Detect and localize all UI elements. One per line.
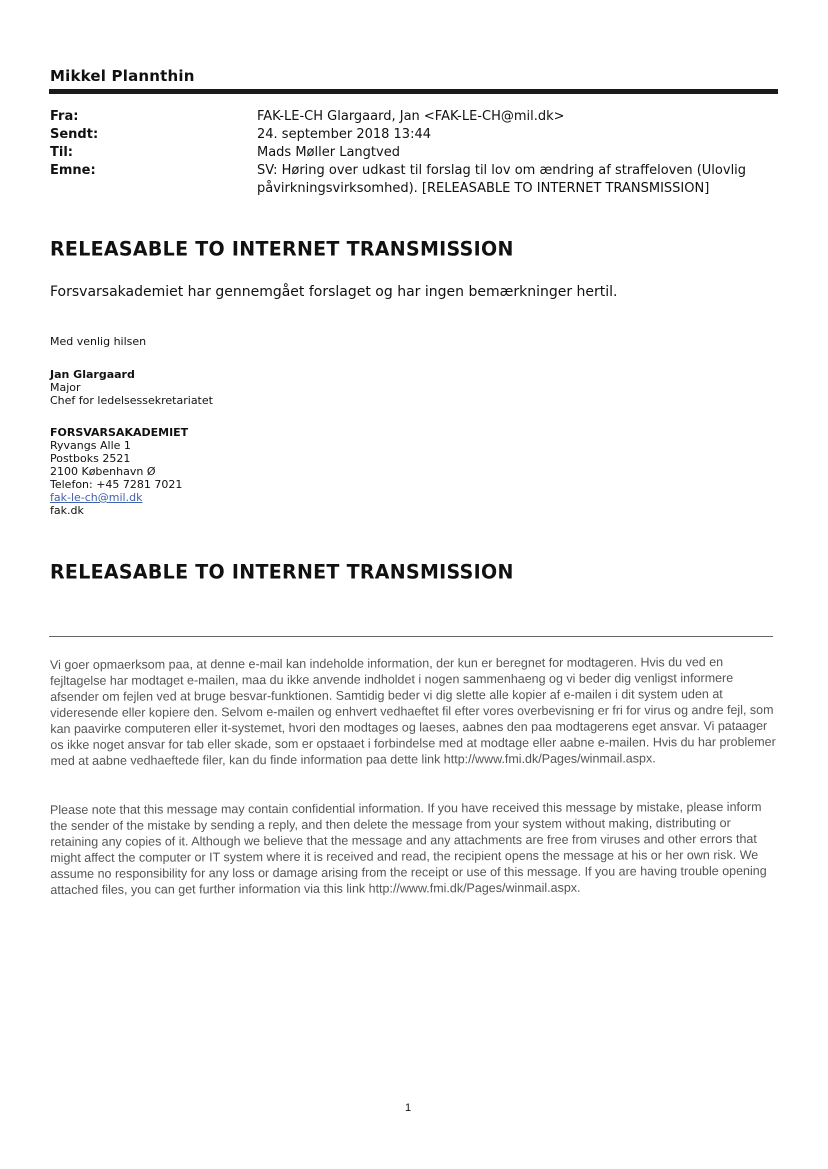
greeting: Med venlig hilsen: [50, 335, 147, 348]
organization-phone: Telefon: +45 7281 7021: [50, 478, 183, 491]
organization-website: fak.dk: [50, 504, 84, 517]
header-to: [50, 144, 770, 162]
organization-name: FORSVARSAKADEMIET: [50, 426, 189, 439]
email-headers: [50, 108, 770, 198]
header-value: 24. september 2018 13:44: [257, 127, 431, 142]
page-number: 1: [405, 1102, 412, 1114]
header-label: Fra:: [50, 109, 79, 124]
organization-street: Ryvangs Alle 1: [50, 439, 131, 452]
organization-city: 2100 København Ø: [50, 465, 156, 478]
header-sent: [50, 126, 770, 144]
header-divider: [49, 89, 778, 94]
organization-block: [50, 426, 188, 517]
signature-rank: Major: [50, 381, 81, 394]
header-label: Emne:: [50, 163, 96, 178]
signature-title: Chef for ledelsessekretariatet: [50, 394, 213, 407]
signature-block: [50, 368, 213, 407]
classification-banner-top: RELEASABLE TO INTERNET TRANSMISSION: [50, 237, 514, 261]
header-label: Til:: [50, 145, 73, 160]
organization-email-link[interactable]: fak-le-ch@mil.dk: [50, 491, 143, 504]
header-value: Mads Møller Langtved: [257, 145, 400, 160]
disclaimer-danish: Vi goer opmaerksom paa, at denne e-mail kan indeholde information, der kun er beregnet for modtageren. Hvis du ved en fejltagelse har modtaget e-mailen, maa du ikke anvende indholdet i nogen sammenhaeng og vi beder dig venligst informere afsender om fejlen ved at bruge besvar-funktionen. Samtidig beder vi dig slette alle kopier af e-mailen i dit system uden at videresende eller kopiere den. Selvom e-mailen og enhvert vedhaeftet fil efter vores overbevisning er fri for virus og andre fejl, som kan paavirke computeren eller it-systemet, hvori den modtages og laeses, aabnes den paa modtagerens eget ansvar. Vi pataager os ikke noget ansvar for tab eller skade, som er opstaaet i forbindelse med at modtage eller aabne e-mailen. Hvis du har problemer med at aabne vedhaeftede filer, kan du finde information paa dette link http://www.fmi.dk/Pages/winmail.aspx.: [50, 655, 776, 768]
organization-pobox: Postboks 2521: [50, 452, 131, 465]
header-from: [50, 108, 770, 126]
header-value: FAK-LE-CH Glargaard, Jan <FAK-LE-CH@mil.dk>: [257, 109, 565, 124]
header-subject: [50, 162, 770, 198]
sender-name: Mikkel Plannthin: [50, 67, 195, 85]
header-label: Sendt:: [50, 127, 99, 142]
disclaimer-divider: [49, 636, 773, 637]
signature-name: Jan Glargaard: [50, 368, 135, 381]
message-body: Forsvarsakademiet har gennemgået forslaget og har ingen bemærkninger hertil.: [50, 284, 618, 300]
classification-banner-bottom: RELEASABLE TO INTERNET TRANSMISSION: [50, 560, 514, 584]
header-value: SV: Høring over udkast til forslag til lov om ændring af straffeloven (Ulovlig påvirkningsvirksomhed). [RELEASABLE TO INTERNET TRANSMISSION]: [257, 163, 747, 196]
disclaimer-english: Please note that this message may contain confidential information. If you have received this message by mistake, please inform the sender of the mistake by sending a reply, and then delete the message from your system without making, distributing or retaining any copies of it. Although we believe that the message and any attachments are free from viruses and other errors that might affect the computer or IT system where it is received and read, the recipient opens the message at his or her own risk. We assume no responsibility for any loss or damage arising from the receipt or use of this message. If you are having trouble opening attached files, you can get further information via this link http://www.fmi.dk/Pages/winmail.aspx.: [50, 799, 767, 897]
